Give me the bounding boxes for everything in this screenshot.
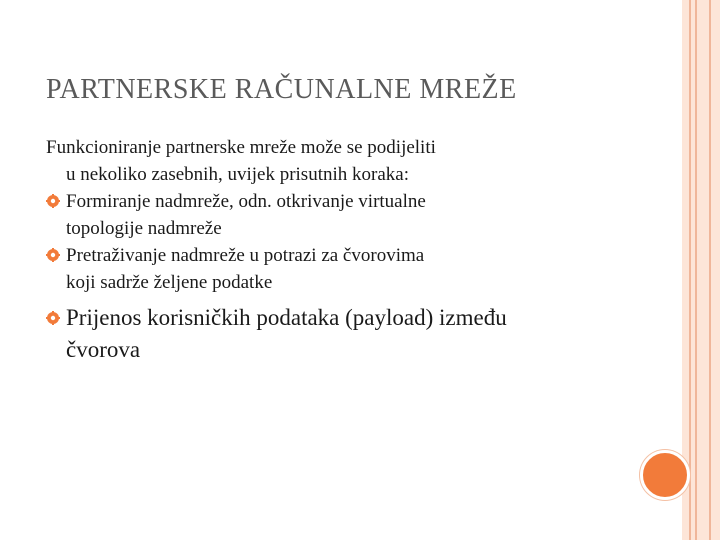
bullet-line: koji sadrže željene podatke <box>66 272 273 293</box>
gear-icon <box>46 248 60 262</box>
bullet-item <box>46 302 626 366</box>
bullet-item <box>46 242 626 296</box>
decorative-circle <box>640 450 690 500</box>
border-line <box>695 0 697 540</box>
gear-icon <box>46 194 60 208</box>
slide-content <box>46 134 626 366</box>
bullet-line: Formiranje nadmreže, odn. otkrivanje virtualne <box>66 191 426 212</box>
slide-title: PARTNERSKE RAČUNALNE MREŽE <box>46 74 517 105</box>
intro-line: u nekoliko zasebnih, uvijek prisutnih koraka: <box>66 164 409 185</box>
bullet-line: Pretraživanje nadmreže u potrazi za čvorovima <box>66 245 425 266</box>
bullet-item <box>46 188 626 242</box>
right-border-band <box>682 0 720 540</box>
border-line <box>709 0 711 540</box>
bullet-line: čvorova <box>66 337 141 362</box>
gear-icon <box>46 311 60 325</box>
intro-line: Funkcioniranje partnerske mreže može se podijeliti <box>46 137 436 158</box>
bullet-line: Prijenos korisničkih podataka (payload) između <box>66 305 507 330</box>
intro-text <box>46 134 626 188</box>
bullet-line: topologije nadmreže <box>66 218 222 239</box>
border-line <box>689 0 691 540</box>
